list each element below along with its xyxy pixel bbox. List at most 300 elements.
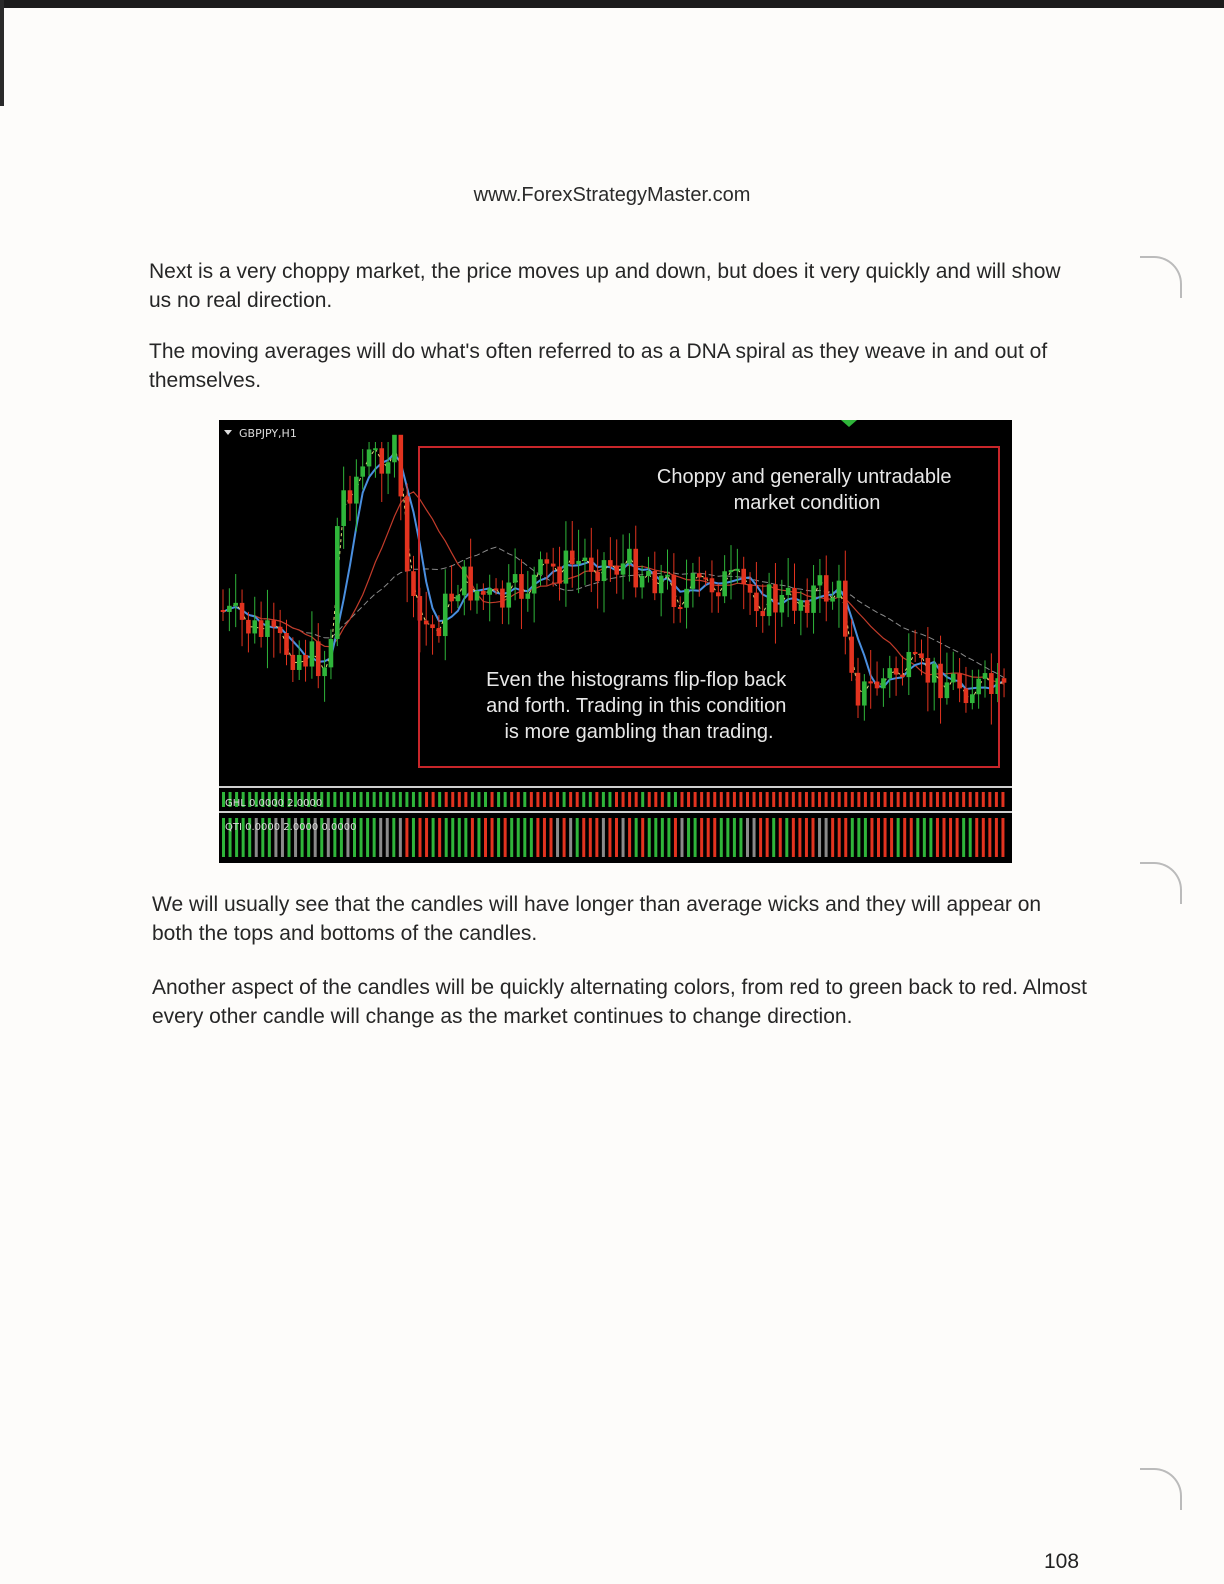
candle-body <box>430 624 435 628</box>
ghl-bar <box>576 792 579 807</box>
qti-bar <box>641 818 644 857</box>
candle-body <box>868 681 873 683</box>
ghl-bar <box>877 792 880 807</box>
ghl-bar <box>897 792 900 807</box>
ghl-bar <box>792 792 795 807</box>
candle-body <box>494 588 499 590</box>
qti-bar <box>916 818 919 857</box>
ghl-bar <box>641 792 644 807</box>
ghl-bar <box>779 792 782 807</box>
qti-bar <box>805 818 808 857</box>
qti-bar <box>949 818 952 857</box>
candle-body <box>659 576 664 594</box>
ghl-bar <box>451 792 454 807</box>
ghl-bar <box>825 792 828 807</box>
candle-body <box>411 571 416 596</box>
ghl-bar <box>360 792 363 807</box>
candle-body <box>710 578 715 592</box>
ghl-bar <box>844 792 847 807</box>
ghl-bar <box>739 792 742 807</box>
candle-body <box>983 673 988 679</box>
qti-bar <box>399 818 402 857</box>
qti-bar <box>471 818 474 857</box>
qti-bar <box>851 818 854 857</box>
qti-bar <box>477 818 480 857</box>
ghl-bar <box>962 792 965 807</box>
qti-bar <box>844 818 847 857</box>
candle-body <box>246 620 251 634</box>
qti-bar <box>995 818 998 857</box>
annotation-mid-line-1: Even the histograms flip-flop back <box>486 669 787 691</box>
candle-body <box>767 584 772 616</box>
ghl-bar <box>870 792 873 807</box>
candle-body <box>780 595 785 612</box>
ghl-bar <box>681 792 684 807</box>
candle-body <box>957 674 962 689</box>
qti-bar <box>864 818 867 857</box>
candle-body <box>252 620 257 633</box>
candle-body <box>773 584 778 612</box>
candle-body <box>970 694 975 703</box>
qti-bar <box>956 818 959 857</box>
qti-bar <box>779 818 782 857</box>
ghl-bar <box>491 792 494 807</box>
ghl-bar <box>818 792 821 807</box>
candle-body <box>856 673 861 706</box>
page-number: 108 <box>1044 1550 1080 1573</box>
qti-bar <box>661 818 664 857</box>
binder-hole-mark-2 <box>1140 862 1182 904</box>
qti-bar <box>491 818 494 857</box>
ghl-bar <box>595 792 598 807</box>
candle-body <box>837 581 842 598</box>
candle-body <box>551 564 556 567</box>
candle-body <box>348 490 353 503</box>
ghl-bar <box>949 792 952 807</box>
qti-bar <box>438 818 441 857</box>
candle-body <box>278 627 283 633</box>
ghl-bar <box>759 792 762 807</box>
indicator-panel-separator-1 <box>219 786 1012 788</box>
ghl-bar <box>504 792 507 807</box>
candle-body <box>221 610 226 612</box>
candle-body <box>792 588 797 611</box>
scan-left-edge <box>0 0 4 106</box>
ghl-bar <box>766 792 769 807</box>
ghl-bar <box>923 792 926 807</box>
candle-body <box>703 577 708 579</box>
qti-bar <box>517 818 520 857</box>
candle-body <box>1002 678 1007 683</box>
candle-body <box>754 593 759 611</box>
ghl-bar <box>484 792 487 807</box>
ghl-bar <box>1001 792 1004 807</box>
qti-bar <box>530 818 533 857</box>
ghl-bar <box>785 792 788 807</box>
qti-bar <box>464 818 467 857</box>
candle-body <box>545 559 550 563</box>
candle-body <box>399 435 404 497</box>
qti-bar <box>700 818 703 857</box>
candle-body <box>862 681 867 705</box>
ghl-bar <box>392 792 395 807</box>
candle-body <box>684 589 689 608</box>
qti-bar <box>595 818 598 857</box>
candle-body <box>926 658 931 683</box>
qti-bar <box>622 818 625 857</box>
candle-body <box>513 574 518 582</box>
ghl-bar <box>615 792 618 807</box>
candle-body <box>875 682 880 689</box>
candle-body <box>233 603 238 606</box>
qti-bar <box>988 818 991 857</box>
qti-bar <box>969 818 972 857</box>
ghl-bar <box>661 792 664 807</box>
ghl-bar <box>405 792 408 807</box>
gbpjpy-chart-screenshot <box>219 420 1012 863</box>
ghl-bar <box>648 792 651 807</box>
ghl-bar <box>536 792 539 807</box>
scan-top-edge <box>0 0 1224 8</box>
qti-bar <box>576 818 579 857</box>
candle-body <box>506 583 511 608</box>
candle-body <box>691 573 696 589</box>
qti-bar <box>635 818 638 857</box>
candle-body <box>405 496 410 571</box>
candle-body <box>564 551 569 584</box>
ghl-bar <box>412 792 415 807</box>
ghl-bar <box>838 792 841 807</box>
qti-bar <box>825 818 828 857</box>
ghl-bar <box>602 792 605 807</box>
ghl-bar <box>386 792 389 807</box>
candle-body <box>722 571 727 596</box>
paragraph-alternating-colors: Another aspect of the candles will be quickly alternating colors, from red to green back to red. Almost every other candle will change as the market continues to change direction. <box>152 976 1087 1028</box>
candle-body <box>373 448 378 450</box>
qti-bar <box>910 818 913 857</box>
candle-body <box>900 675 905 678</box>
candle-body <box>310 641 315 666</box>
candle-body <box>487 588 492 594</box>
candle-body <box>805 600 810 613</box>
ghl-bar <box>353 792 356 807</box>
qti-bar <box>412 818 415 857</box>
header-url: www.ForexStrategyMaster.com <box>473 184 751 206</box>
qti-bar <box>812 818 815 857</box>
ghl-bar <box>700 792 703 807</box>
candle-body <box>360 466 365 476</box>
qti-bar <box>792 818 795 857</box>
binder-hole-mark-3 <box>1140 1468 1182 1510</box>
ghl-bar <box>563 792 566 807</box>
annotation-mid-line-3: is more gambling than trading. <box>504 721 774 743</box>
candle-body <box>595 572 600 581</box>
ghl-bar <box>432 792 435 807</box>
ghl-bar <box>916 792 919 807</box>
ghl-bar <box>510 792 513 807</box>
qti-bar <box>1001 818 1004 857</box>
candle-body <box>913 652 918 654</box>
ghl-bar <box>425 792 428 807</box>
ghl-bar <box>379 792 382 807</box>
qti-bar <box>929 818 932 857</box>
qti-bar <box>543 818 546 857</box>
candle-body <box>443 594 448 636</box>
qti-bar <box>386 818 389 857</box>
qti-bar <box>536 818 539 857</box>
qti-bar <box>419 818 422 857</box>
candle-body <box>437 628 442 636</box>
candle-body <box>449 594 454 602</box>
candle-body <box>354 477 359 504</box>
ghl-bar <box>772 792 775 807</box>
candle-body <box>227 606 232 612</box>
qti-bar <box>589 818 592 857</box>
qti-bar <box>563 818 566 857</box>
qti-bar <box>713 818 716 857</box>
ghl-bar <box>419 792 422 807</box>
qti-bar <box>733 818 736 857</box>
candle-body <box>907 652 912 677</box>
candle-body <box>760 611 765 616</box>
candle-body <box>894 668 899 674</box>
candle-body <box>329 639 334 667</box>
ghl-bar <box>635 792 638 807</box>
ghl-bar <box>674 792 677 807</box>
candle-body <box>532 575 537 594</box>
ghl-bar <box>523 792 526 807</box>
candle-body <box>799 600 804 611</box>
candle-body <box>633 549 638 588</box>
ghl-bar <box>654 792 657 807</box>
qti-bar <box>785 818 788 857</box>
qti-bar <box>504 818 507 857</box>
qti-bar <box>975 818 978 857</box>
qti-bar <box>694 818 697 857</box>
qti-bar <box>753 818 756 857</box>
ghl-bar <box>995 792 998 807</box>
qti-bar <box>897 818 900 857</box>
qti-bar <box>550 818 553 857</box>
ghl-bar <box>890 792 893 807</box>
ghl-bar <box>589 792 592 807</box>
ghl-bar <box>471 792 474 807</box>
qti-bar <box>870 818 873 857</box>
ghl-bar <box>556 792 559 807</box>
candle-body <box>919 653 924 658</box>
qti-bar <box>831 818 834 857</box>
ghl-bar <box>628 792 631 807</box>
candle-body <box>729 570 734 572</box>
qti-bar <box>497 818 500 857</box>
candle-body <box>386 462 391 473</box>
ghl-bar <box>956 792 959 807</box>
ghl-bar <box>667 792 670 807</box>
candle-body <box>735 569 740 571</box>
ghl-bar <box>720 792 723 807</box>
candle-body <box>583 558 588 561</box>
qti-bar <box>360 818 363 857</box>
candle-body <box>627 549 632 564</box>
candle-body <box>456 595 461 601</box>
indicator2-label: QTI 0.0000 2.0000 0.0000 <box>225 822 357 833</box>
ghl-bar <box>805 792 808 807</box>
candle-body <box>811 585 816 612</box>
candle-body <box>621 563 626 574</box>
candle-body <box>989 673 994 694</box>
ghl-bar <box>910 792 913 807</box>
qti-bar <box>720 818 723 857</box>
qti-bar <box>510 818 513 857</box>
candle-body <box>640 576 645 587</box>
qti-bar <box>746 818 749 857</box>
ghl-bar <box>464 792 467 807</box>
candle-body <box>303 655 308 667</box>
candle-body <box>570 551 575 565</box>
ghl-bar <box>694 792 697 807</box>
qti-bar <box>726 818 729 857</box>
candle-body <box>392 435 397 462</box>
ghl-bar <box>707 792 710 807</box>
qti-bar <box>392 818 395 857</box>
qti-bar <box>681 818 684 857</box>
ghl-bar <box>943 792 946 807</box>
ghl-bar <box>831 792 834 807</box>
candle-body <box>379 448 384 473</box>
ghl-bar <box>857 792 860 807</box>
indicator-panel-separator-2 <box>219 811 1012 813</box>
ghl-bar <box>903 792 906 807</box>
ghl-bar <box>530 792 533 807</box>
ghl-bar <box>550 792 553 807</box>
paragraph-long-wicks: We will usually see that the candles will have longer than average wicks and they will appear on both the tops and bottoms of the candles. <box>152 893 1042 945</box>
candle-body <box>786 588 791 595</box>
qti-bar <box>628 818 631 857</box>
candle-body <box>665 575 670 577</box>
ghl-bar <box>864 792 867 807</box>
ghl-bar <box>582 792 585 807</box>
candle-body <box>291 655 296 670</box>
ghl-bar <box>982 792 985 807</box>
qti-bar <box>432 818 435 857</box>
ghl-bar <box>543 792 546 807</box>
ghl-bar <box>366 792 369 807</box>
qti-bar <box>667 818 670 857</box>
qti-bar <box>890 818 893 857</box>
candle-body <box>500 589 505 608</box>
candle-body <box>272 620 277 627</box>
qti-bar <box>674 818 677 857</box>
candle-body <box>367 449 372 466</box>
candle-body <box>843 581 848 637</box>
candle-body <box>240 603 245 620</box>
ghl-bar <box>340 792 343 807</box>
candle-body <box>741 569 746 584</box>
candle-body <box>602 560 607 581</box>
annotation-top-line-1: Choppy and generally untradable <box>656 466 952 488</box>
qti-bar <box>648 818 651 857</box>
candle-body <box>881 678 886 688</box>
ghl-bar <box>333 792 336 807</box>
candle-body <box>475 591 480 600</box>
qti-bar <box>707 818 710 857</box>
candle-body <box>297 655 302 670</box>
candle-body <box>341 490 346 526</box>
candle-body <box>265 620 270 637</box>
candle-body <box>830 598 835 602</box>
qti-bar <box>615 818 618 857</box>
candle-body <box>614 566 619 575</box>
ghl-bar <box>884 792 887 807</box>
ghl-bar <box>975 792 978 807</box>
candle-body <box>818 575 823 585</box>
qti-bar <box>569 818 572 857</box>
qti-bar <box>445 818 448 857</box>
qti-bar <box>523 818 526 857</box>
candle-body <box>481 591 486 595</box>
candle-body <box>976 679 981 695</box>
ghl-bar <box>438 792 441 807</box>
svg-text:Even the histograms flip-flop <box>486 669 792 743</box>
qti-bar <box>936 818 939 857</box>
qti-bar <box>903 818 906 857</box>
qti-bar <box>772 818 775 857</box>
qti-bar <box>556 818 559 857</box>
candle-body <box>951 674 956 683</box>
qti-bar <box>484 818 487 857</box>
paragraph-choppy-market: Next is a very choppy market, the price moves up and down, but does it very quickly and will show us no real direction. <box>149 260 1061 312</box>
qti-bar <box>451 818 454 857</box>
qti-bar <box>366 818 369 857</box>
binder-hole-mark-1 <box>1140 256 1182 298</box>
candle-body <box>653 571 658 593</box>
candle-body <box>576 561 581 564</box>
qti-bar <box>373 818 376 857</box>
ghl-bar <box>969 792 972 807</box>
qti-bar <box>884 818 887 857</box>
ghl-bar <box>569 792 572 807</box>
candle-body <box>284 633 289 655</box>
ghl-bar <box>373 792 376 807</box>
qti-bar <box>943 818 946 857</box>
qti-bar <box>654 818 657 857</box>
candle-body <box>462 567 467 596</box>
qti-bar <box>602 818 605 857</box>
qti-bar <box>877 818 880 857</box>
ghl-bar <box>713 792 716 807</box>
indicator1-label: GHL 0.0000 2.0000 <box>225 798 323 809</box>
candle-body <box>678 607 683 609</box>
candle-body <box>964 688 969 703</box>
candle-body <box>887 668 892 678</box>
qti-bar <box>425 818 428 857</box>
candle-body <box>824 575 829 601</box>
candle-body <box>322 667 327 676</box>
annotation-mid-line-2: and forth. Trading in this condition <box>486 695 787 717</box>
candle-body <box>646 571 651 576</box>
candle-body <box>716 592 721 596</box>
ghl-bar <box>812 792 815 807</box>
candle-body <box>557 567 562 584</box>
ghl-bar <box>608 792 611 807</box>
candle-body <box>468 567 473 601</box>
qti-bar <box>759 818 762 857</box>
ghl-bar <box>517 792 520 807</box>
qti-bar <box>582 818 585 857</box>
qti-bar <box>982 818 985 857</box>
ghl-bar <box>929 792 932 807</box>
qti-bar <box>687 818 690 857</box>
